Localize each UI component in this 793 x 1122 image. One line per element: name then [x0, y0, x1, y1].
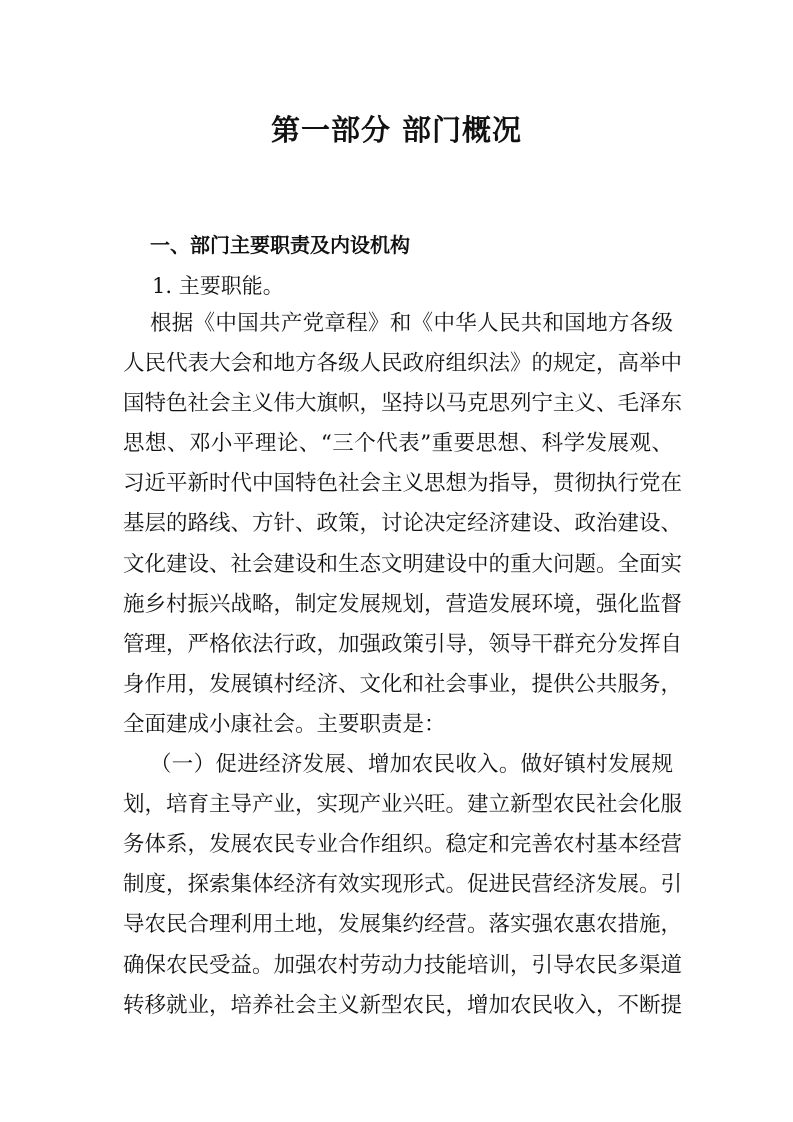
text-line: 导农民合理利用土地，发展集约经营。落实强农惠农措施，	[123, 912, 683, 938]
text-line: 制度，探索集体经济有效实现形式。促进民营经济发展。引	[123, 872, 683, 898]
text-line: 管理，严格依法行政，加强政策引导，领导干群充分发挥自	[123, 631, 683, 657]
text-line: 思想、邓小平理论、“三个代表”重要思想、科学发展观、	[123, 431, 673, 457]
text-line: 习近平新时代中国特色社会主义思想为指导，贯彻执行党在	[123, 471, 683, 497]
text-line: 根据《中国共产党章程》和《中华人民共和国地方各级	[150, 311, 673, 336]
text-line: 转移就业，培养社会主义新型农民，增加农民收入，不断提	[123, 992, 683, 1018]
text-line: 划，培育主导产业，实现产业兴旺。建立新型农民社会化服	[123, 792, 683, 818]
text-line: 务体系，发展农民专业合作组织。稳定和完善农村基本经营	[123, 832, 683, 858]
body-text	[123, 306, 683, 1028]
text-line: 确保农民受益。加强农村劳动力技能培训，引导农民多渠道	[123, 952, 683, 978]
text-line: 全面建成小康社会。主要职责是：	[123, 711, 446, 737]
subheading: 1. 主要职能。	[152, 274, 284, 298]
text-line: 基层的路线、方针、政策，讨论决定经济建设、政治建设、	[123, 511, 683, 537]
page-title: 第一部分 部门概况	[270, 113, 523, 147]
text-line: （一）促进经济发展、增加农民收入。做好镇村发展规	[150, 752, 673, 778]
text-line: 人民代表大会和地方各级人民政府组织法》的规定，高举中	[123, 351, 683, 377]
text-line: 国特色社会主义伟大旗帜，坚持以马克思列宁主义、毛泽东	[123, 391, 683, 417]
text-line: 施乡村振兴战略，制定发展规划，营造发展环境，强化监督	[123, 591, 683, 617]
text-line: 文化建设、社会建设和生态文明建设中的重大问题。全面实	[123, 551, 683, 577]
section-heading: 一、部门主要职责及内设机构	[150, 233, 410, 257]
text-line: 身作用，发展镇村经济、文化和社会事业，提供公共服务，	[123, 671, 683, 697]
